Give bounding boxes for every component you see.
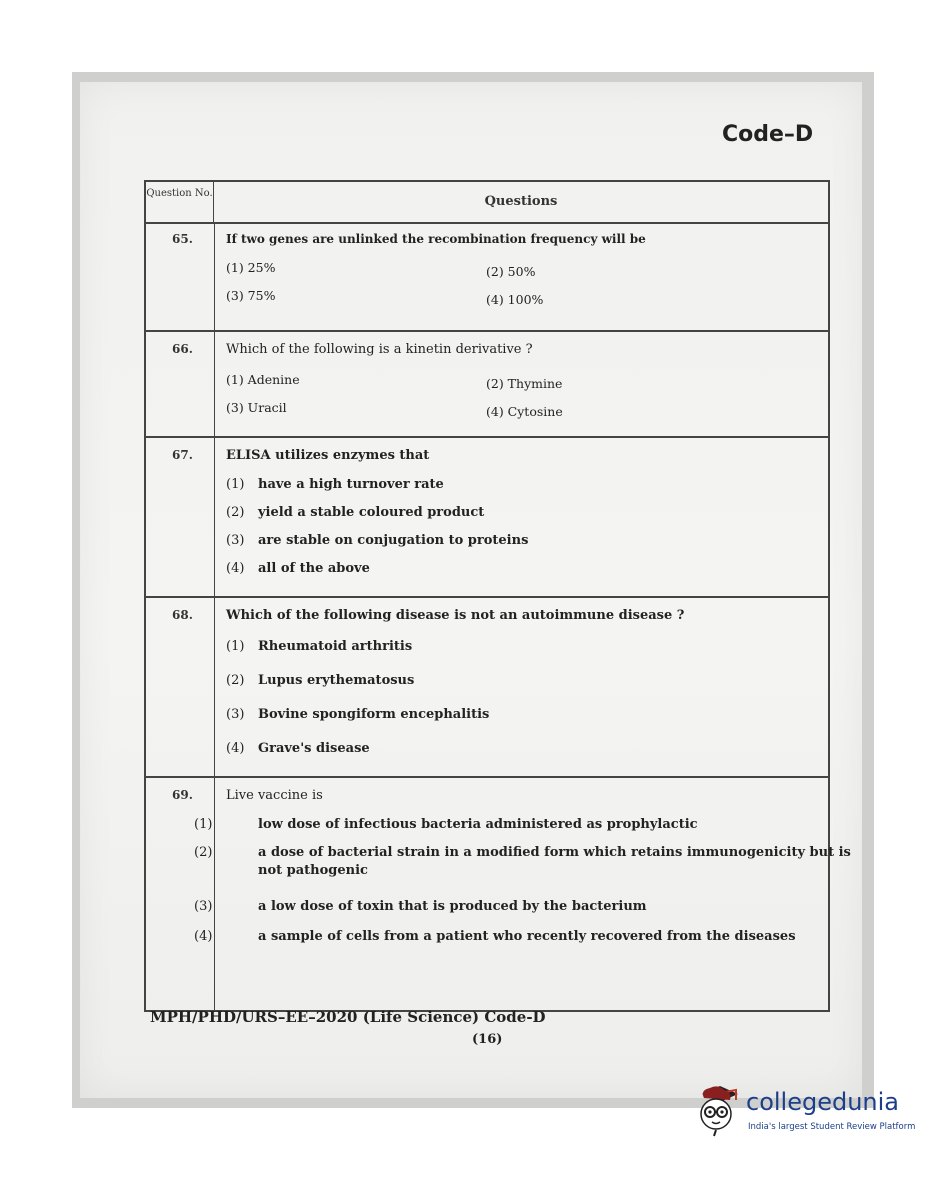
question-text: Which of the following is a kinetin derivative ? [226,342,533,357]
option-4: (4) Cytosine [486,404,563,419]
page-number: (16) [472,1032,503,1047]
option-2: (2) yield a stable coloured product [226,505,485,520]
option-2: (2) 50% [486,264,536,279]
logo-tagline: India's largest Student Review Platform [748,1122,916,1132]
question-no-header: Question No. [146,182,214,222]
paper-code: Code–D [722,122,814,147]
option-3: (3) a low dose of toxin that is produced by the bacterium [194,899,647,914]
option-1: (1) have a high turnover rate [226,477,444,492]
question-number: 67. [172,448,193,462]
option-4: (4) 100% [486,292,544,307]
question-69 [146,778,851,1010]
question-number: 68. [172,608,193,622]
question-65 [146,222,828,332]
exam-page [80,82,862,1098]
option-4: (4) all of the above [226,561,370,576]
question-67 [146,438,828,598]
question-66 [146,332,828,438]
question-68 [146,598,828,778]
option-3: (3) Bovine spongiform encephalitis [226,707,490,722]
questions-header: Questions [484,194,558,209]
option-2: (2) Thymine [486,376,563,391]
option-2: (2) Lupus erythematosus [226,673,415,688]
exam-footer: MPH/PHD/URS–EE–2020 (Life Science) Code-D [150,1008,546,1026]
question-table [144,180,851,1012]
option-1: (1) low dose of infectious bacteria administered as prophylactic [194,817,698,832]
option-2: (2) a dose of bacterial strain in a modified form which retains immunogenicity but is not pathogenic [194,845,851,878]
option-4: (4) Grave's disease [226,741,370,756]
question-number: 66. [172,342,193,356]
option-4: (4) a sample of cells from a patient who recently recovered from the diseases [194,929,796,944]
question-number: 65. [172,232,193,246]
question-text: Which of the following disease is not an autoimmune disease ? [226,608,685,623]
option-1: (1) Rheumatoid arthritis [226,639,413,654]
question-text: Live vaccine is [226,788,323,803]
table-header [146,182,828,224]
option-1: (1) 25% [226,260,276,275]
option-1: (1) Adenine [226,372,300,387]
option-3: (3) are stable on conjugation to proteins [226,533,529,548]
option-3: (3) Uracil [226,400,287,415]
logo-wordmark: collegedunia [746,1088,900,1116]
question-text: ELISA utilizes enzymes that [226,448,430,463]
option-3: (3) 75% [226,288,276,303]
collegedunia-logo[interactable] [690,1078,920,1148]
question-number: 69. [172,788,193,802]
mascot-icon [690,1078,744,1142]
question-text: If two genes are unlinked the recombination frequency will be [226,232,646,246]
